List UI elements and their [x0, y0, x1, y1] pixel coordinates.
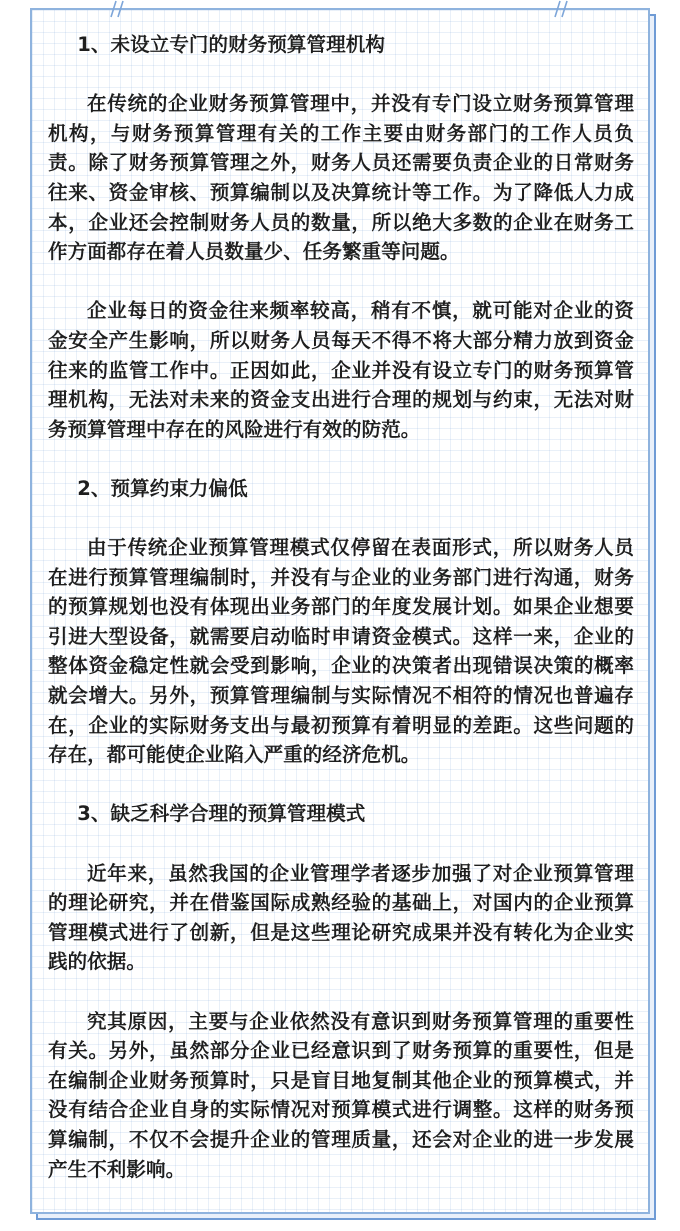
paragraph: 在传统的企业财务预算管理中，并没有专门设立财务预算管理机构，与财务预算管理有关的工作主要由财务部门的工作人员负责。除了财务预算管理之外，财务人员还需要负责企业的日常财务往来、资金审核、预算编制以及决算统计等工作。为了降低人力成本，企业还会控制财务人员的数量，所以绝大多数的企业在财务工作方面都存在着人员数量少、任务繁重等问题。	[48, 92, 634, 264]
article-body	[48, 30, 634, 1184]
double-slash-clip-icon	[554, 0, 570, 18]
paragraph: 企业每日的资金往来频率较高，稍有不慎，就可能对企业的资金安全产生影响，所以财务人员每天不得不将大部分精力放到资金往来的监管工作中。正因如此，企业并没有设立专门的财务预算管理机构，无法对未来的资金支出进行合理的规划与约束，无法对财务预算管理中存在的风险进行有效的防范。	[48, 299, 634, 441]
section-heading-1: 1、未设立专门的财务预算管理机构	[77, 33, 385, 56]
paragraph: 究其原因，主要与企业依然没有意识到财务预算管理的重要性有关。另外，虽然部分企业已经意识到了财务预算的重要性，但是在编制企业财务预算时，只是盲目地复制其他企业的预算模式，并没有结合企业自身的实际情况对预算模式进行调整。这样的财务预算编制，不仅不会提升企业的管理质量，还会对企业的进一步发展产生不利影响。	[48, 1009, 634, 1181]
paragraph: 由于传统企业预算管理模式仅停留在表面形式，所以财务人员在进行预算管理编制时，并没有与企业的业务部门进行沟通，财务的预算规划也没有体现出业务部门的年度发展计划。如果企业想要引进大型设备，就需要启动临时申请资金模式。这样一来，企业的整体资金稳定性就会受到影响，企业的决策者出现错误决策的概率就会增大。另外，预算管理编制与实际情况不相符的情况也普遍存在，企业的实际财务支出与最初预算有着明显的差距。这些问题的存在，都可能使企业陷入严重的经济危机。	[48, 536, 634, 767]
section-heading-2: 2、预算约束力偏低	[77, 476, 248, 500]
section-heading-3: 3、缺乏科学合理的预算管理模式	[77, 802, 366, 826]
paragraph: 近年来，虽然我国的企业管理学者逐步加强了对企业预算管理的理论研究，并在借鉴国际成熟经验的基础上，对国内的企业预算管理模式进行了创新，但是这些理论研究成果并没有转化为企业实践的依据。	[48, 861, 634, 974]
double-slash-clip-icon	[110, 0, 126, 18]
